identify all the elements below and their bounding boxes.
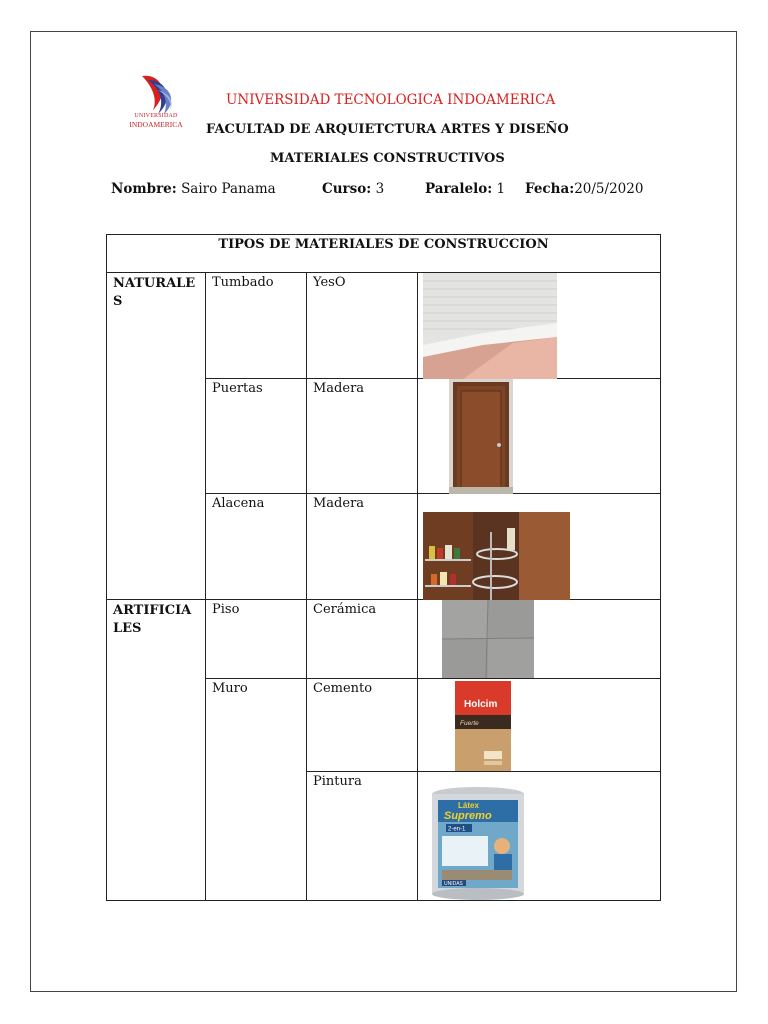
category-label: LES: [113, 621, 142, 636]
material-cell: Madera: [307, 379, 418, 494]
course-value: 3: [375, 181, 385, 197]
photo-cell: [418, 772, 661, 901]
paint-brand-line2: Supremo: [444, 810, 492, 822]
parallel-field: [425, 181, 505, 197]
name-field: [111, 181, 276, 197]
parallel-value: 1: [496, 181, 506, 197]
table-row: [107, 600, 661, 679]
course-label: Curso:: [322, 181, 372, 197]
paint-tag-text: 2-en-1: [448, 826, 466, 833]
table-title: TIPOS DE MATERIALES DE CONSTRUCCION: [107, 235, 661, 273]
element-cell: Piso: [206, 600, 307, 679]
category-label: ARTIFICIA: [113, 603, 192, 618]
paint-can-photo: [428, 786, 528, 901]
category-cell-natural: [107, 273, 206, 600]
category-label: S: [113, 294, 123, 309]
ceiling-photo: [423, 273, 557, 379]
element-cell: Muro: [206, 679, 307, 901]
tile-floor-photo: [442, 600, 534, 678]
table-row: [107, 273, 661, 379]
name-value: Sairo Panama: [181, 181, 276, 197]
photo-cell: [418, 600, 661, 679]
element-cell: Tumbado: [206, 273, 307, 379]
photo-cell: [418, 679, 661, 772]
faculty-name: FACULTAD DE ARQUIETCTURA ARTES Y DISEÑO: [206, 122, 569, 137]
door-photo: [449, 379, 513, 494]
parallel-label: Paralelo:: [425, 181, 493, 197]
subject-title: MATERIALES CONSTRUCTIVOS: [270, 151, 505, 166]
course-field: [322, 181, 384, 197]
logo-line2: INDOAMERICA: [129, 120, 183, 129]
university-name: UNIVERSIDAD TECNOLOGICA INDOAMERICA: [226, 92, 556, 108]
photo-cell: [418, 273, 661, 379]
cement-bag-photo: [454, 681, 512, 771]
material-cell: Madera: [307, 494, 418, 600]
element-cell: Puertas: [206, 379, 307, 494]
category-cell-artificial: [107, 600, 206, 901]
photo-cell: [418, 494, 661, 600]
category-label: NATURALE: [113, 276, 196, 291]
materials-table: [106, 234, 661, 901]
material-cell: Cerámica: [307, 600, 418, 679]
cement-type-text: Fuerte: [460, 720, 479, 727]
pantry-photo: [423, 512, 570, 600]
logo-line1: UNIVERSIDAD: [134, 113, 178, 119]
paint-brand-line1: Látex: [458, 801, 479, 810]
material-cell: Pintura: [307, 772, 418, 901]
element-cell: Alacena: [206, 494, 307, 600]
material-cell: Cemento: [307, 679, 418, 772]
material-cell: YesO: [307, 273, 418, 379]
paint-maker-text: UNIDAS: [444, 881, 463, 887]
cement-brand-text: Holcim: [464, 699, 498, 710]
photo-cell: [418, 379, 661, 494]
date-field: [525, 181, 643, 197]
date-label: Fecha:: [525, 181, 575, 197]
name-label: Nombre:: [111, 181, 177, 197]
date-value: 20/5/2020: [574, 181, 644, 197]
